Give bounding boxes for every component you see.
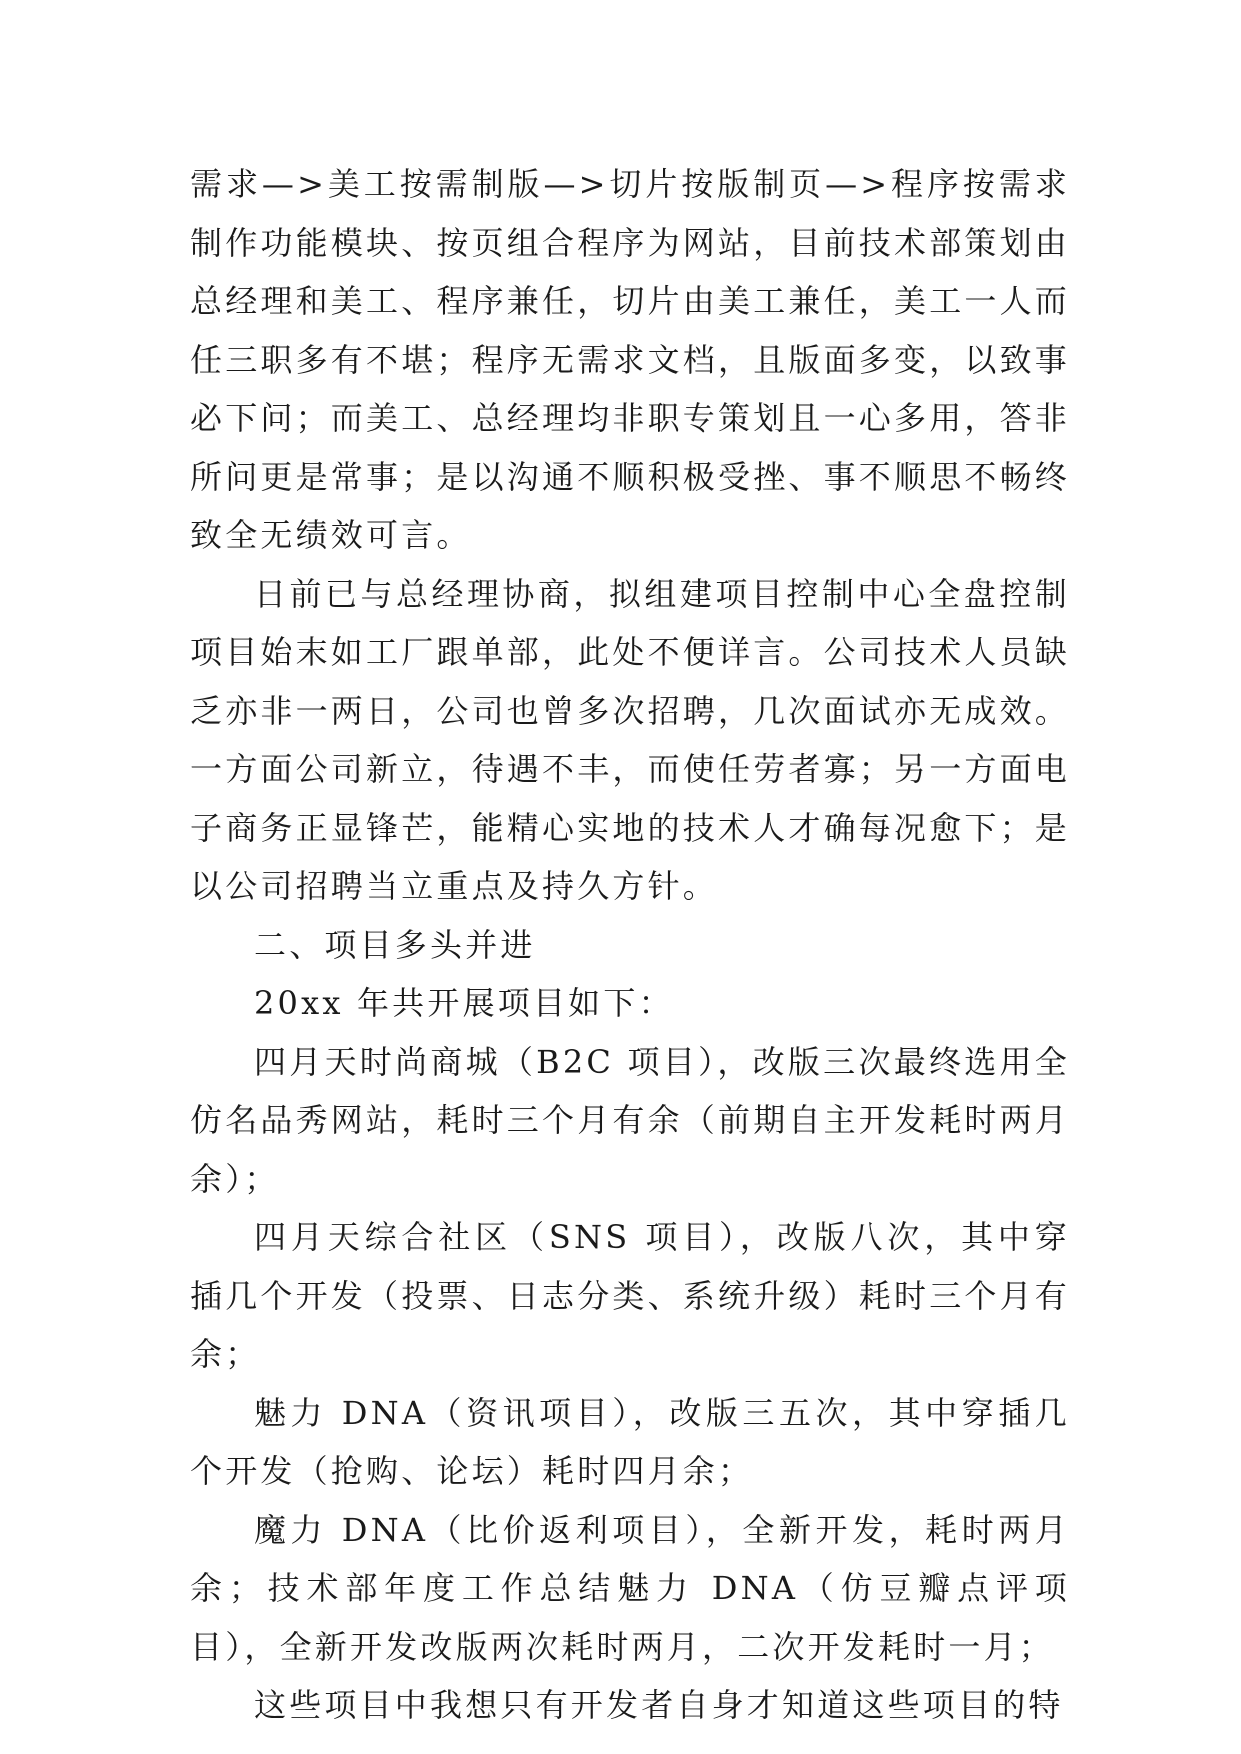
paragraph-workflow: 需求—>美工按需制版—>切片按版制页—>程序按需求制作功能模块、按页组合程序为网站，目前技术部策划由总经理和美工、程序兼任，切片由美工兼任，美工一人而任三职多有不堪；程序无需求文档，且版面多变，以致事必下问；而美工、总经理均非职专策划且一心多用，答非所问更是常事；是以沟通不顺积极受挫、事不顺思不畅终致全无绩效可言。 — [190, 165, 1071, 554]
section-heading-projects: 二、项目多头并进 — [254, 925, 536, 964]
paragraph-project-rebate: 魔力 DNA（比价返利项目），全新开发，耗时两月余；技术部年度工作总结魅力 DNA（仿豆瓣点评项目），全新开发改版两次耗时两月，二次开发耗时一月； — [190, 1510, 1070, 1666]
paragraph-closing: 这些项目中我想只有开发者自身才知道这些项目的特 — [254, 1686, 1064, 1724]
paragraph-project-news: 魅力 DNA（资讯项目），改版三五次，其中穿插几个开发（抢购、论坛）耗时四月余； — [190, 1393, 1070, 1490]
document-body — [190, 155, 1070, 1735]
paragraph-project-control: 日前已与总经理协商，拟组建项目控制中心全盘控制项目始末如工厂跟单部，此处不便详言。公司技术人员缺乏亦非一两日，公司也曾多次招聘，几次面试亦无成效。一方面公司新立，待遇不丰，而使任劳者寡；另一方面电子商务正显锋芒，能精心实地的技术人才确每况愈下；是以公司招聘当立重点及持久方针。 — [190, 574, 1071, 905]
paragraph-projects-intro: 20xx 年共开展项目如下： — [254, 984, 674, 1022]
paragraph-project-sns: 四月天综合社区（SNS 项目），改版八次，其中穿插几个开发（投票、日志分类、系统升级）耗时三个月有余； — [190, 1218, 1071, 1373]
paragraph-project-b2c: 四月天时尚商城（B2C 项目），改版三次最终选用全仿名品秀网站，耗时三个月有余（前期自主开发耗时两月余）； — [190, 1042, 1071, 1198]
